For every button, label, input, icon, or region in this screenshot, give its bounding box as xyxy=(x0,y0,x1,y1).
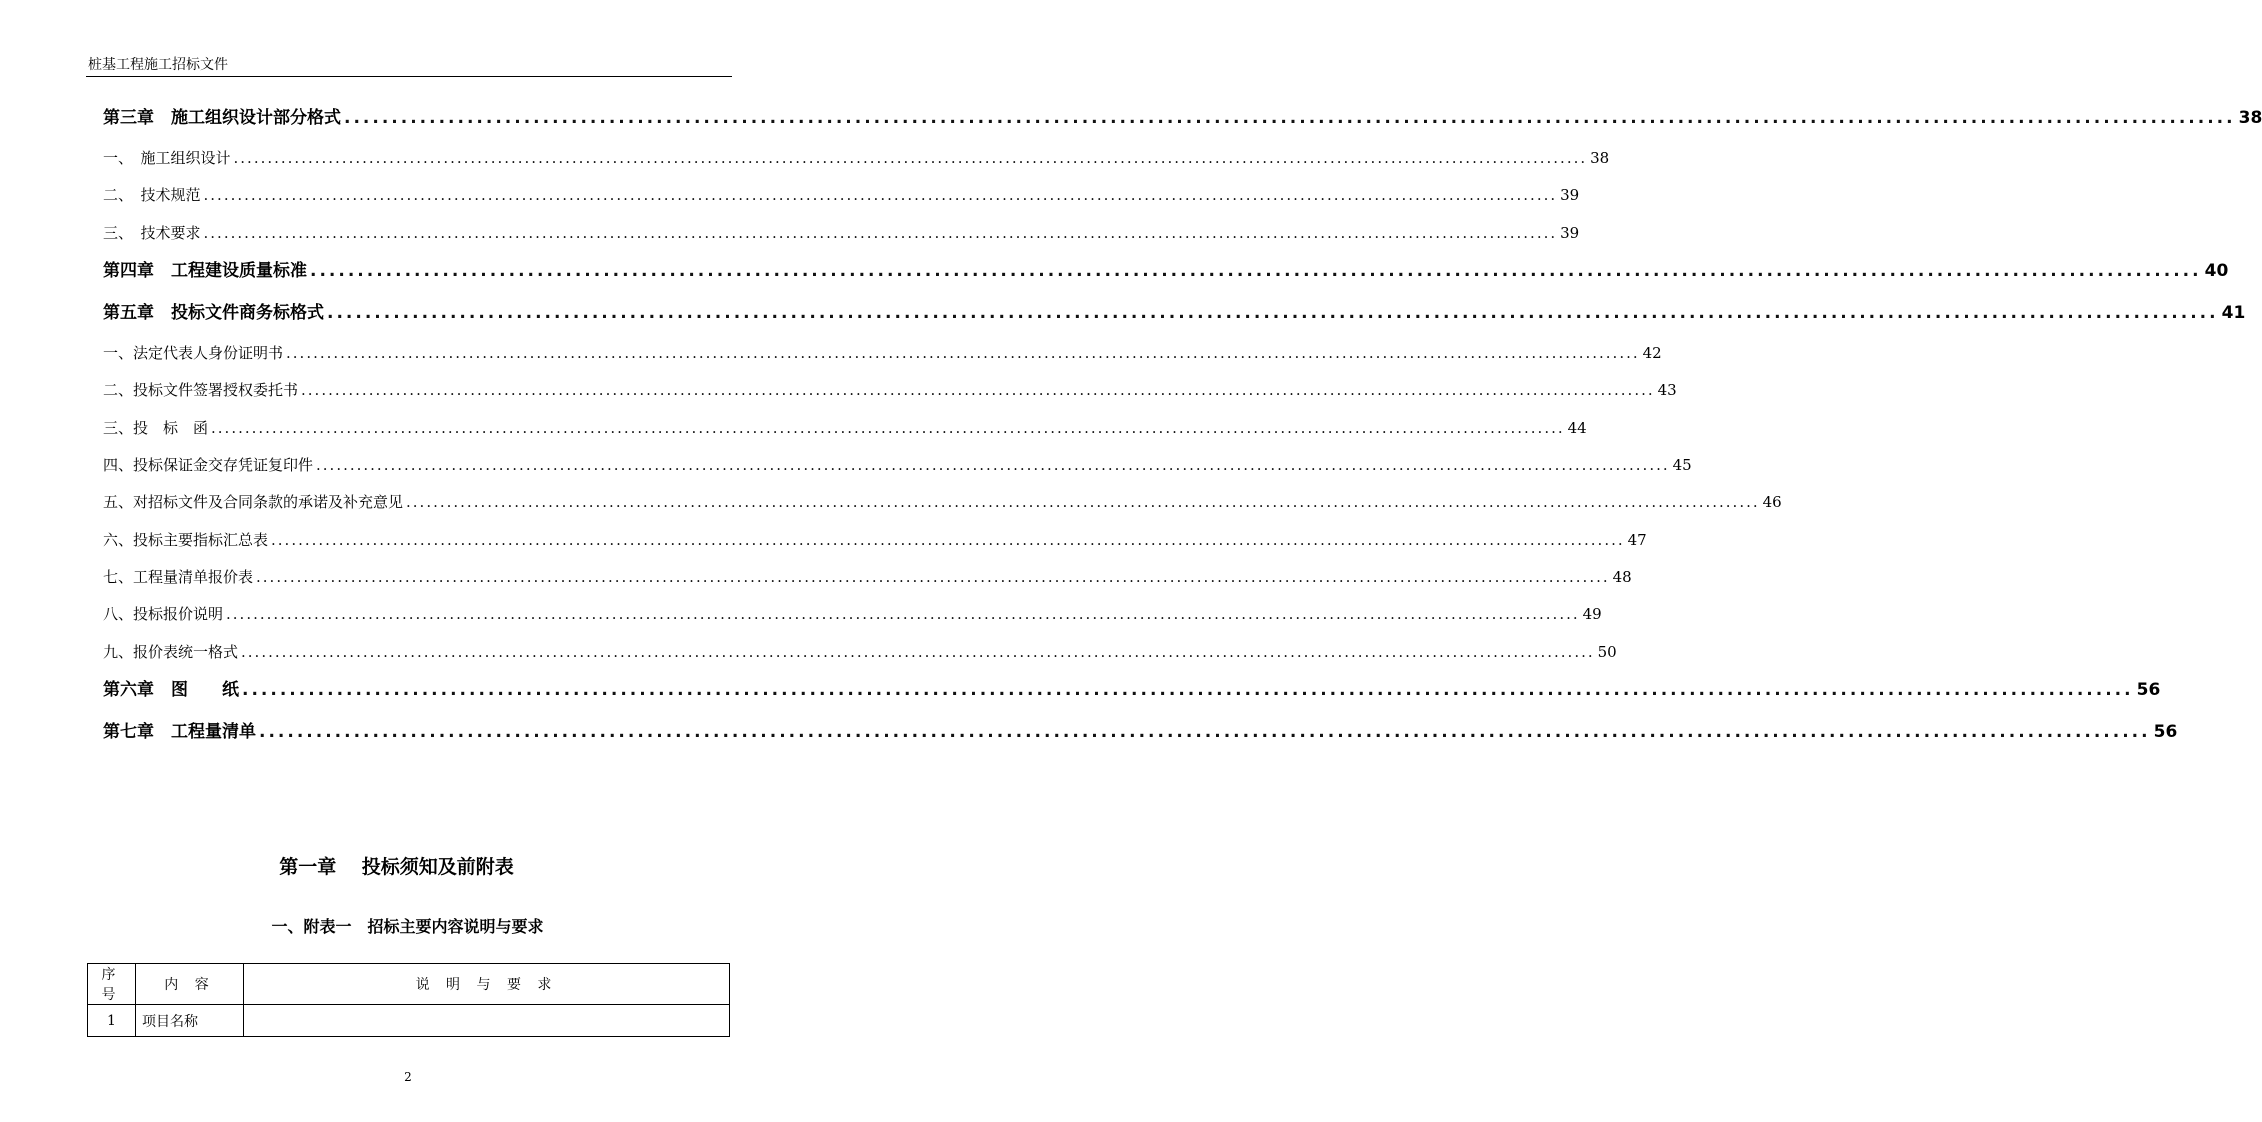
toc-entry[interactable] xyxy=(103,379,1677,403)
toc-leader: ........................................................................................................................................................................................................ xyxy=(286,344,1640,362)
toc-entry[interactable] xyxy=(103,342,1662,366)
toc-entry[interactable] xyxy=(103,256,2229,281)
table-row xyxy=(88,1005,730,1037)
toc-leader: ........................................................................................................................................................................................................ xyxy=(233,149,1588,167)
toc-leader: ........................................................................................................................................................................................................ xyxy=(259,722,2151,742)
toc-page: 48 xyxy=(1612,568,1632,586)
toc-entry[interactable] xyxy=(103,454,1692,478)
toc-entry[interactable] xyxy=(103,417,1587,441)
toc-entry[interactable] xyxy=(103,641,1617,665)
toc-leader: ........................................................................................................................................................................................................ xyxy=(226,605,1580,623)
toc-entry[interactable] xyxy=(103,529,1647,553)
toc-leader: ........................................................................................................................................................................................................ xyxy=(242,680,2134,700)
toc-entry[interactable] xyxy=(103,298,2246,323)
toc-page: 38 xyxy=(1590,149,1610,167)
toc-leader: ........................................................................................................................................................................................................ xyxy=(256,568,1610,586)
header-title: 桩基工程施工招标文件 xyxy=(88,57,228,73)
toc-entry[interactable] xyxy=(103,491,1782,515)
column-header: 内 容 xyxy=(136,964,244,1005)
requirements-table xyxy=(87,963,730,1037)
toc-label: 第四章 工程建设质量标准 xyxy=(103,261,307,281)
toc-entry[interactable] xyxy=(103,147,1610,171)
toc-leader: ........................................................................................................................................................................................................ xyxy=(241,643,1595,661)
toc-label: 七、工程量清单报价表 xyxy=(103,568,254,586)
toc-page: 38 xyxy=(2238,108,2262,128)
toc-page: 43 xyxy=(1657,381,1677,399)
section-title: 一、附表一 招标主要内容说明与要求 xyxy=(271,917,544,936)
toc-label: 八、投标报价说明 xyxy=(103,605,224,623)
table-header-row xyxy=(88,964,730,1005)
toc-label: 五、对招标文件及合同条款的承诺及补充意见 xyxy=(103,493,404,511)
header-rule xyxy=(86,76,732,77)
toc-page: 39 xyxy=(1560,186,1580,204)
chapter-title: 第一章 投标须知及前附表 xyxy=(279,856,514,878)
toc-label: 二、 技术规范 xyxy=(103,186,201,204)
toc-leader: ........................................................................................................................................................................................................ xyxy=(316,456,1670,474)
toc-leader: ........................................................................................................................................................................................................ xyxy=(344,108,2236,128)
toc-page: 49 xyxy=(1582,605,1602,623)
toc-label: 三、投 标 函 xyxy=(103,419,209,437)
toc-page: 44 xyxy=(1567,419,1587,437)
column-header: 说 明 与 要 求 xyxy=(244,964,730,1005)
toc-leader: ........................................................................................................................................................................................................ xyxy=(301,381,1655,399)
cell-description xyxy=(244,1005,730,1037)
toc-page: 47 xyxy=(1627,531,1647,549)
toc-page: 46 xyxy=(1762,493,1782,511)
cell-item: 项目名称 xyxy=(136,1005,244,1037)
toc-entry[interactable] xyxy=(103,103,2262,128)
toc-leader: ........................................................................................................................................................................................................ xyxy=(203,224,1558,242)
toc-page: 40 xyxy=(2204,261,2229,281)
toc-label: 一、法定代表人身份证明书 xyxy=(103,344,284,362)
toc-entry[interactable] xyxy=(103,603,1602,627)
toc-page: 56 xyxy=(2153,722,2178,742)
toc-entry[interactable] xyxy=(103,222,1580,246)
toc-leader: ........................................................................................................................................................................................................ xyxy=(271,531,1625,549)
toc-entry[interactable] xyxy=(103,675,2161,700)
toc-page: 56 xyxy=(2136,680,2161,700)
toc-entry[interactable] xyxy=(103,717,2178,742)
toc-leader: ........................................................................................................................................................................................................ xyxy=(406,493,1760,511)
toc-label: 第六章 图 纸 xyxy=(103,680,239,700)
toc-page: 41 xyxy=(2221,303,2246,323)
toc-page: 50 xyxy=(1597,643,1617,661)
toc-label: 一、 施工组织设计 xyxy=(103,149,231,167)
toc-leader: ........................................................................................................................................................................................................ xyxy=(310,261,2202,281)
toc-page: 42 xyxy=(1642,344,1662,362)
toc-entry[interactable] xyxy=(103,184,1580,208)
column-header: 序号 xyxy=(88,964,136,1005)
toc-label: 第三章 施工组织设计部分格式 xyxy=(103,108,341,128)
toc-page: 45 xyxy=(1672,456,1692,474)
toc-label: 九、报价表统一格式 xyxy=(103,643,239,661)
toc-leader: ........................................................................................................................................................................................................ xyxy=(203,186,1558,204)
toc-label: 六、投标主要指标汇总表 xyxy=(103,531,269,549)
toc-label: 二、投标文件签署授权委托书 xyxy=(103,381,299,399)
toc-label: 三、 技术要求 xyxy=(103,224,201,242)
page-number: 2 xyxy=(404,1070,412,1084)
toc-label: 四、投标保证金交存凭证复印件 xyxy=(103,456,314,474)
cell-number: 1 xyxy=(88,1005,136,1037)
toc-leader: ........................................................................................................................................................................................................ xyxy=(211,419,1565,437)
toc-page: 39 xyxy=(1560,224,1580,242)
toc-leader: ........................................................................................................................................................................................................ xyxy=(327,303,2219,323)
toc-entry[interactable] xyxy=(103,566,1632,590)
toc-label: 第五章 投标文件商务标格式 xyxy=(103,303,324,323)
toc-label: 第七章 工程量清单 xyxy=(103,722,256,742)
